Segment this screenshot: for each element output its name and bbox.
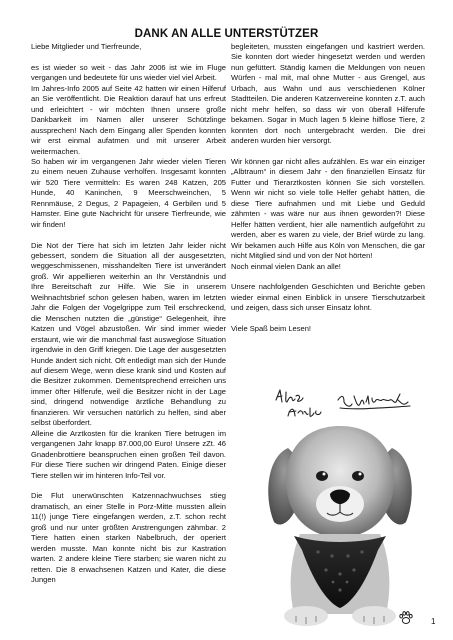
paragraph-kittens: Die Flut unerwünschten Katzennachwuchses stieg dramatisch, an einer Stelle in Porz-Mitte mussten allein 11(!) junge Tiere eingefangen werden, z.T. schon recht groß und nur unter größten Anstrengungen zähmbar. 2 Tiere hatten einen starken Nabelbruch, der operiert werden musste. Man konnte nicht bis zur Kastration warten. 2 andere kleine Tiere starben; sie waren nicht zu retten. Die 8 erwachsenen Katzen und Kater, die diese Jungen <box>31 491 226 585</box>
left-column <box>31 42 226 596</box>
page-number: 1 <box>431 617 436 626</box>
paragraph-situation: Die Not der Tiere hat sich im letzten Jahr leider nicht gebessert, sondern die Situation all der ausgesetzten, weggeschmissenen, misshandelten Tiere ist unverändert groß. Wir appellieren weiterhin an Ihr Verständnis und Ihre Bereitschaft zur Hilfe. Wie Sie in unserem Weihnachtsbrief schon gelesen haben, waren im letzten Jahr die Folgen der Vogelgrippe zum Teil erschreckend, die Menschen nutzten die „günstige“ Gelegenheit, ihre Katzen und Vögel abzustoßen. Wir sind immer wieder erstaunt, wie wir die manchmal fast ausweglose Situation irgendwie in den Griff kriegen. Die Lage der ausgesetzten Hunde ändert sich nicht. Oft entledigt man sich der Hunde auf diesem Wege, wenn diese krank sind und Kosten auf die Besitzer zukommen. Dementsprechend erreichen uns immer öfter Hilferufe, weil die Besitzer nicht in der Lage sind, dringend notwendige ärztliche Behandlung zu finanzieren. Wir versuchen natürlich zu helfen, sind aber selbst überfordert. Alleine die Arztkosten für die kranken Tiere betrugen im vergangenen Jahr knapp 87.000,00 Euro! Unsere zZt. 46 Gnadenbrottiere beanspruchen einen großen Teil davon. Für diese Tiere suchen wir dringend Paten. Einige dieser Tiere stellen wir im hinteren Info-Teil vor. <box>31 240 226 480</box>
closing-line: Viele Spaß beim Lesen! <box>231 324 311 334</box>
right-column <box>231 42 425 345</box>
page-title: DANK AN ALLE UNTERSTÜTZER <box>134 28 319 40</box>
paragraph-thanks: Wir können gar nicht alles aufzählen. Es war ein einziger „Albtraum“ in diesem Jahr - den finanziellen Einsatz für Futter und Tierarztkosten können Sie sich vorstellen. Wenn wir nicht so viele tolle Helfer gehabt hätten, die diese Tiere aufnahmen und mit Liebe und Geduld zähmten - was wäre nur aus ihnen geworden?! Diese Helfer hätten verdient, hier alle namentlich aufgeführt zu werden, aber es waren zu viele, der Brief würde zu lang. Wir bekamen auch Hilfe aus Köln von Menschen, die gar nicht Mitglied sind und von der Not hörten! Noch einmal vielen Dank an alle! <box>231 156 425 271</box>
paragraph-outlook: Unsere nachfolgenden Geschichten und Berichte geben wieder einmal einen Einblick in unsere Tierschutzarbeit und zeigen, dass sich unser Einsatz lohnt. <box>231 282 425 313</box>
salutation: Liebe Mitglieder und Tierfreunde, <box>31 42 142 51</box>
paragraph-continued: begleiteten, mussten eingefangen und kastriert werden. Sie konnten dort wieder hingesetzt werden und werden nun gefüttert. Ständig kamen die Meldungen von neuen Würfen - mal mit, mal ohne Mutter - aus Grengel, aus Urbach, aus Wahn und aus verschiedenen Kölner Stadtteilen. Die anderen Katzenvereine konnten z.T. auch nicht mehr helfen, so dass wir von überall Hilferufe bekamen. Sogar in Much lagen 5 kleine hilflose Tiere, 2 konnten dort noch untergebracht werden. Die drei anderen wurden hier versorgt. <box>231 42 425 146</box>
paw-icon <box>398 610 414 626</box>
puppy-illustration <box>260 418 420 626</box>
paragraph-intro: es ist wieder so weit - das Jahr 2006 ist wie im Fluge vergangen und bedeutete für uns wieder viel viel Arbeit. Im Jahres-Info 2005 auf Seite 42 hatten wir einen Hilferuf an Sie veröffentlicht. Die Reaktion darauf hat uns erfreut und erleichtert - wir möchten Ihnen unsere große Dankbarkeit im Namen aller unserer Schützlinge aussprechen! Nach dem Eingang aller Spenden konnten wir erst einmal aufatmen und mit unserer Arbeit weitermachen. So haben wir im vergangenen Jahr wieder vielen Tieren zu einem neuen Zuhause verholfen. Insgesamt konnten wir 520 Tiere vermitteln: Es waren 248 Katzen, 205 Hunde, 40 Kaninchen, 9 Meerschweinchen, 5 Rennmäuse, 2 Degus, 2 Papageien, 4 Gerbilen und 5 Hamster. Eine gute Nachricht für unsere Tierfreunde, wie wir finden! <box>31 62 226 229</box>
